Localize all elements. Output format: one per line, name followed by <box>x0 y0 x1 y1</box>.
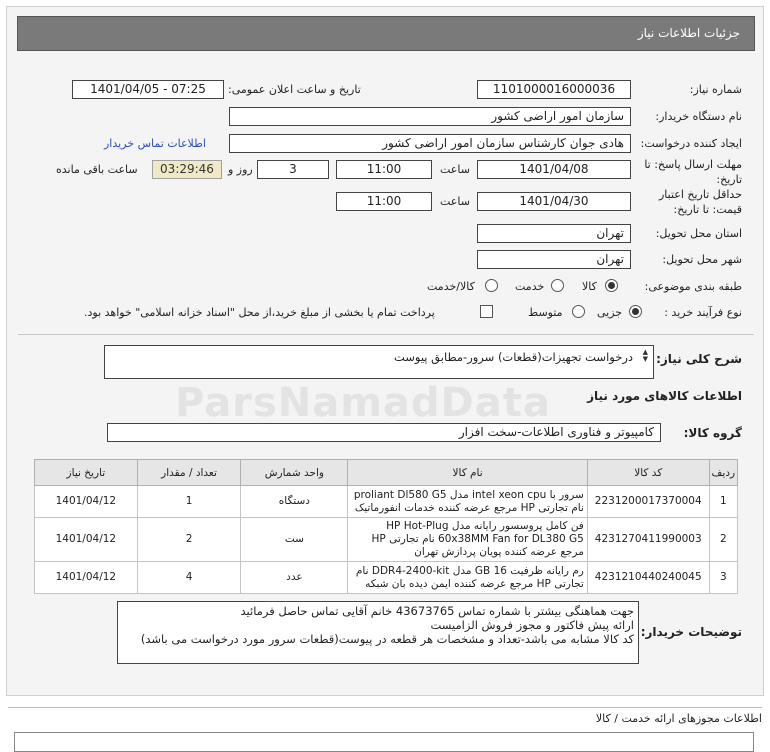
city-field: تهران <box>477 250 631 269</box>
deadline-label: مهلت ارسال پاسخ: تا تاریخ: <box>644 158 742 186</box>
row-index: 1 <box>709 486 737 518</box>
row-index: 2 <box>709 518 737 562</box>
summary-text: درخواست تجهیزات(قطعات) سرور-مطابق پیوست <box>393 350 633 364</box>
days-field: 3 <box>257 160 329 179</box>
row-unit: ست <box>241 518 348 562</box>
need-number-label: شماره نیاز: <box>689 83 742 96</box>
deadline-date-field: 1401/04/08 <box>477 160 631 179</box>
row-qty: 1 <box>137 486 241 518</box>
remaining-label: ساعت باقی مانده <box>56 163 138 176</box>
summary-label: شرح کلی نیاز: <box>656 352 742 366</box>
divider <box>18 334 754 335</box>
treasury-payment-checkbox[interactable] <box>480 305 493 318</box>
creator-label: ایجاد کننده درخواست: <box>640 137 742 150</box>
col-header-code: کد کالا <box>587 460 709 486</box>
validity-date-field: 1401/04/30 <box>477 192 631 211</box>
buyer-contact-link[interactable]: اطلاعات تماس خریدار <box>104 137 206 150</box>
row-name: رم رایانه ظرفیت 16 GB مدل DDR4-2400-kit نام تجارتی HP مرجع عرضه کننده ایمن دیده بان شبکه <box>348 562 588 594</box>
col-header-qty: تعداد / مقدار <box>137 460 241 486</box>
process-medium-label: متوسط <box>528 306 563 319</box>
buyer-notes-label: توضیحات خریدار: <box>640 625 742 639</box>
row-code: 2231200017370004 <box>587 486 709 518</box>
category-service-radio[interactable] <box>551 279 564 292</box>
row-qty: 2 <box>137 518 241 562</box>
category-service-label: خدمت <box>515 280 545 293</box>
buyer-notes-box <box>117 601 639 664</box>
goods-info-title: اطلاعات کالاهای مورد نیاز <box>587 389 742 403</box>
divider <box>8 707 762 708</box>
announce-field: 1401/04/05 - 07:25 <box>72 80 224 99</box>
licenses-box <box>14 732 754 752</box>
deadline-time-field: 11:00 <box>336 160 432 179</box>
creator-field: هادی جوان کارشناس سازمان امور اراضی کشور <box>229 134 631 153</box>
province-label: استان محل تحویل: <box>655 227 742 240</box>
licenses-label: اطلاعات مجوزهای ارائه خدمت / کالا <box>595 712 762 725</box>
category-goods-service-label: کالا/خدمت <box>427 280 475 293</box>
goods-group-field: کامپیوتر و فناوری اطلاعات-سخت افزار <box>107 423 661 442</box>
treasury-payment-note: پرداخت تمام یا بخشی از مبلغ خرید،از محل "اسناد خزانه اسلامی" خواهد بود. <box>84 306 435 319</box>
summary-box <box>104 345 654 379</box>
announce-label: تاریخ و ساعت اعلان عمومی: <box>228 83 361 96</box>
category-goods-service-radio[interactable] <box>485 279 498 292</box>
row-unit: دستگاه <box>241 486 348 518</box>
validity-time-label: ساعت <box>440 195 470 208</box>
buyer-notes-line: جهت هماهنگی بیشتر با شماره تماس 43673765 خانم آقایی تماس حاصل فرمائید <box>240 604 634 618</box>
category-goods-label: کالا <box>582 280 597 293</box>
row-index: 3 <box>709 562 737 594</box>
items-table <box>34 459 738 594</box>
process-label: نوع فرآیند خرید : <box>664 306 742 319</box>
category-goods-radio[interactable] <box>605 279 618 292</box>
validity-label: حداقل تاریخ اعتبار قیمت: تا تاریخ: <box>658 188 742 216</box>
buyer-org-field: سازمان امور اراضی کشور <box>229 107 631 126</box>
row-code: 4231210440240045 <box>587 562 709 594</box>
need-number-field: 1101000016000036 <box>477 80 631 99</box>
col-header-index: ردیف <box>709 460 737 486</box>
table-row <box>35 562 738 594</box>
table-row <box>35 486 738 518</box>
goods-group-label: گروه کالا: <box>683 426 742 440</box>
process-minor-label: جزیی <box>597 306 623 319</box>
row-code: 4231270411990003 <box>587 518 709 562</box>
col-header-unit: واحد شمارش <box>241 460 348 486</box>
row-qty: 4 <box>137 562 241 594</box>
row-date: 1401/04/12 <box>35 486 138 518</box>
days-label: روز و <box>228 163 253 176</box>
row-date: 1401/04/12 <box>35 518 138 562</box>
row-unit: عدد <box>241 562 348 594</box>
row-date: 1401/04/12 <box>35 562 138 594</box>
buyer-org-label: نام دستگاه خریدار: <box>655 110 742 123</box>
col-header-date: تاریخ نیاز <box>35 460 138 486</box>
process-medium-radio[interactable] <box>572 305 585 318</box>
process-minor-radio[interactable] <box>629 305 642 318</box>
panel-title: جزئیات اطلاعات نیاز <box>17 16 755 51</box>
province-field: تهران <box>477 224 631 243</box>
deadline-time-label: ساعت <box>440 163 470 176</box>
row-name: سرور با intel xeon cpu مدل proliant Dl580 G5 نام تجارتی HP مرجع عرضه کننده خدمات انفورماتیک <box>348 486 588 518</box>
row-name: فن کامل پروسسور رایانه مدل HP Hot-Plug 60x38MM Fan for DL380 G5 نام تجارتی HP مرجع عرضه کننده پویان پردازش تهران <box>348 518 588 562</box>
buyer-notes-line: ارائه پیش فاکتور و مجوز فروش الزامیست <box>430 618 634 632</box>
validity-time-field: 11:00 <box>336 192 432 211</box>
col-header-name: نام کالا <box>348 460 588 486</box>
buyer-notes-line: کد کالا مشابه می باشد-تعداد و مشخصات هر قطعه در پیوست(قطعات سرور مورد درخواست می باشد) <box>140 632 634 646</box>
city-label: شهر محل تحویل: <box>662 253 742 266</box>
remaining-timer: 03:29:46 <box>152 160 222 179</box>
table-row <box>35 518 738 562</box>
category-label: طبقه بندی موضوعی: <box>644 280 742 293</box>
resize-arrows-icon[interactable]: ▲ ▼ <box>642 348 648 363</box>
